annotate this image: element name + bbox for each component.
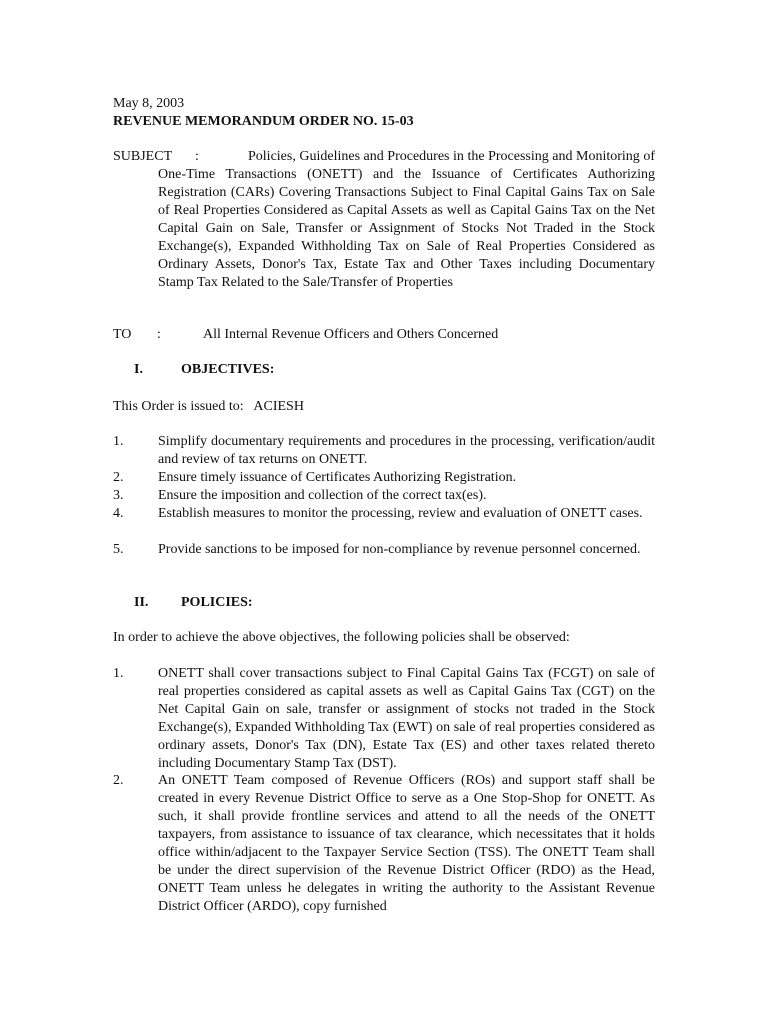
- objective-number: 3.: [113, 488, 124, 503]
- to-colon: :: [157, 327, 161, 342]
- policy-item: ONETT shall cover transactions subject to Final Capital Gains Tax (FCGT) on sale of real properties considered as capital assets as well as Capital Gains Tax (CGT) on the Net Capital Gain on sale, transfer or assignment of stocks not traded in the Stock Exchange(s), Expanded Withholding Tax (EWT) on sale of real properties considered as ordinary assets, Donor's Tax (DN), Estate Tax (ES) and other taxes related thereto including Documentary Stamp Tax (DST).: [158, 666, 655, 771]
- objective-number: 1.: [113, 434, 124, 449]
- objectives-intro: This Order is issued to: ACIESH: [113, 399, 304, 414]
- subject-colon: :: [195, 149, 199, 164]
- objective-item: Ensure timely issuance of Certificates Authorizing Registration.: [158, 470, 517, 485]
- policy-item: An ONETT Team composed of Revenue Officers (ROs) and support staff shall be created in every Revenue District Office to serve as a One Stop-Shop for ONETT. As such, it shall provide frontline services and attend to all the needs of the ONETT taxpayers, from assistance to issuance of tax clearance, which necessitates that it holds office within/adjacent to the Taxpayer Service Section (TSS). The ONETT Team shall be under the direct supervision of the Revenue District Officer (RDO) as the Head, ONETT Team unless he delegates in writing the authority to the Assistant Revenue District Officer (ARDO), copy furnished: [158, 773, 655, 914]
- objective-item: Provide sanctions to be imposed for non-compliance by revenue personnel concerned.: [158, 542, 641, 557]
- policy-number: 1.: [113, 666, 124, 681]
- objectives-number: I.: [134, 362, 143, 377]
- objective-number: 5.: [113, 542, 124, 557]
- objectives-heading: OBJECTIVES:: [181, 362, 275, 377]
- objective-item: Ensure the imposition and collection of the correct tax(es).: [158, 488, 487, 503]
- subject-label: SUBJECT: [113, 149, 173, 164]
- to-text: All Internal Revenue Officers and Others Concerned: [203, 327, 499, 342]
- policies-number: II.: [134, 595, 149, 610]
- policy-number: 2.: [113, 773, 124, 788]
- objective-item: Simplify documentary requirements and procedures in the processing, verification/audit and review of tax returns on ONETT.: [158, 434, 655, 467]
- memo-title: REVENUE MEMORANDUM ORDER NO. 15-03: [113, 114, 414, 129]
- objective-number: 2.: [113, 470, 124, 485]
- memo-date: May 8, 2003: [113, 96, 185, 111]
- to-label: TO: [113, 327, 132, 342]
- policies-heading: POLICIES:: [181, 595, 253, 610]
- subject-text: Policies, Guidelines and Procedures in the Processing and Monitoring of One-Time Transactions (ONETT) and the Issuance of Certificates Authorizing Registration (CARs) Covering Transactions Subject to Final Capital Gains Tax on Sale of Real Properties Considered as Capital Assets as well as Capital Gains Tax on the Net Capital Gain on Sale, Transfer or Assignment of Stocks Not Traded in the Stock Exchange(s), Expanded Withholding Tax on Sale of Real Properties Considered as Ordinary Assets, Donor's Tax, Estate Tax and Other Taxes including Documentary Stamp Tax Related to the Sale/Transfer of Properties: [158, 149, 655, 290]
- policies-intro: In order to achieve the above objectives, the following policies shall be observed:: [113, 630, 570, 645]
- objective-number: 4.: [113, 506, 124, 521]
- objective-item: Establish measures to monitor the processing, review and evaluation of ONETT cases.: [158, 506, 643, 521]
